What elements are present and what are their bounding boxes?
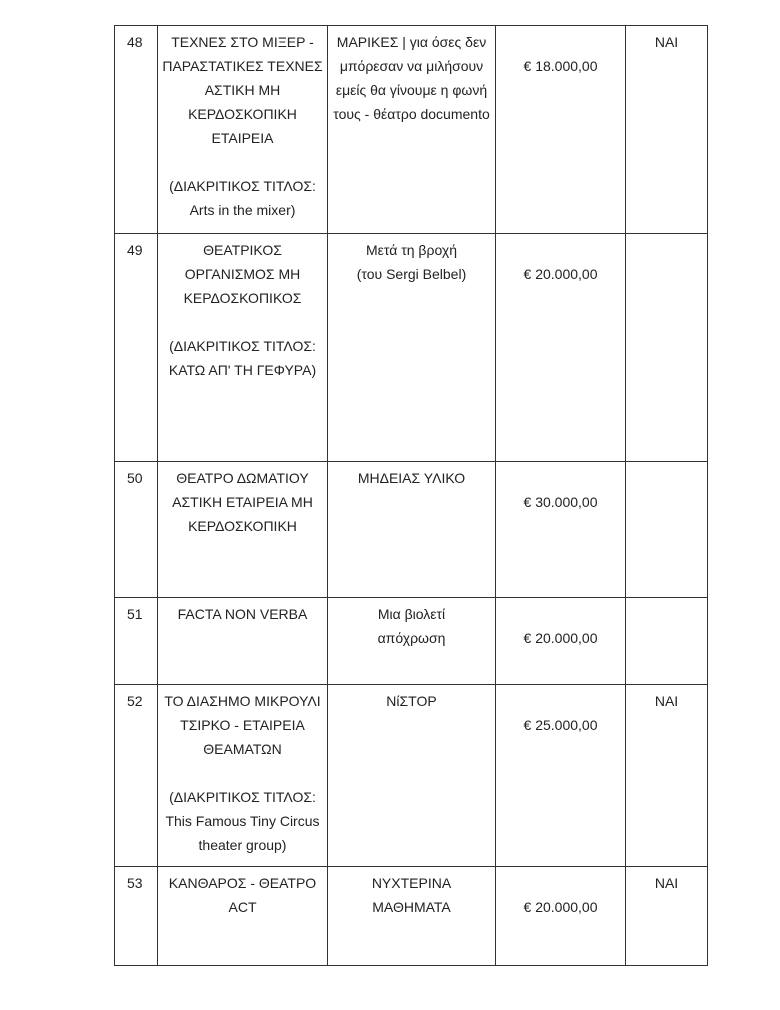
organization-name: ΤΕΧΝΕΣ ΣΤΟ ΜΙΞΕΡ - ΠΑΡΑΣΤΑΤΙΚΕΣ ΤΕΧΝΕΣ ΑΣΤΙΚΗ ΜΗ ΚΕΡΔΟΣΚΟΠΙΚΗ ΕΤΑΙΡΕΙΑ (ΔΙΑΚΡΙΤΙΚΟΣ ΤΙΤΛΟΣ: Arts in the mixer) <box>158 26 328 234</box>
grant-amount: € 20.000,00 <box>496 234 626 462</box>
table-row <box>115 598 708 685</box>
organization-name: ΘΕΑΤΡΙΚΟΣ ΟΡΓΑΝΙΣΜΟΣ ΜΗ ΚΕΡΔΟΣΚΟΠΙΚΟΣ (ΔΙΑΚΡΙΤΙΚΟΣ ΤΙΤΛΟΣ: ΚΑΤΩ ΑΠ' ΤΗ ΓΕΦΥΡΑ) <box>158 234 328 462</box>
row-number: 49 <box>115 234 158 462</box>
flag-cell <box>626 462 708 598</box>
flag-cell: ΝΑΙ <box>626 867 708 966</box>
row-number: 52 <box>115 685 158 867</box>
table-row <box>115 26 708 234</box>
grant-amount: € 20.000,00 <box>496 867 626 966</box>
production-title: Μια βιολετί απόχρωση <box>328 598 496 685</box>
organization-name: FACTA NON VERBA <box>158 598 328 685</box>
production-title: ΝΥΧΤΕΡΙΝΑ ΜΑΘΗΜΑΤΑ <box>328 867 496 966</box>
grant-amount: € 20.000,00 <box>496 598 626 685</box>
table-row <box>115 234 708 462</box>
production-title: ΝίΣΤΟΡ <box>328 685 496 867</box>
production-title: ΜΑΡΙΚΕΣ | για όσες δεν μπόρεσαν να μιλήσουν εμείς θα γίνουμε η φωνή τους - θέατρο documento <box>328 26 496 234</box>
production-title: ΜΗΔΕΙΑΣ ΥΛΙΚΟ <box>328 462 496 598</box>
row-number: 48 <box>115 26 158 234</box>
flag-cell <box>626 598 708 685</box>
grant-amount: € 18.000,00 <box>496 26 626 234</box>
production-title: Μετά τη βροχή (του Sergi Belbel) <box>328 234 496 462</box>
table-row <box>115 685 708 867</box>
grant-amount: € 30.000,00 <box>496 462 626 598</box>
flag-cell <box>626 234 708 462</box>
row-number: 50 <box>115 462 158 598</box>
flag-cell: ΝΑΙ <box>626 685 708 867</box>
organization-name: ΚΑΝΘΑΡΟΣ - ΘΕΑΤΡΟ ACT <box>158 867 328 966</box>
organization-name: ΘΕΑΤΡΟ ΔΩΜΑΤΙΟΥ ΑΣΤΙΚΗ ΕΤΑΙΡΕΙΑ ΜΗ ΚΕΡΔΟΣΚΟΠΙΚΗ <box>158 462 328 598</box>
row-number: 51 <box>115 598 158 685</box>
funding-table <box>114 25 708 966</box>
row-number: 53 <box>115 867 158 966</box>
table-row <box>115 462 708 598</box>
grant-amount: € 25.000,00 <box>496 685 626 867</box>
table-row <box>115 867 708 966</box>
organization-name: ΤΟ ΔΙΑΣΗΜΟ ΜΙΚΡΟΥΛΙ ΤΣΙΡΚΟ - ΕΤΑΙΡΕΙΑ ΘΕΑΜΑΤΩΝ (ΔΙΑΚΡΙΤΙΚΟΣ ΤΙΤΛΟΣ: This Famous Tiny Circus theater group) <box>158 685 328 867</box>
flag-cell: ΝΑΙ <box>626 26 708 234</box>
